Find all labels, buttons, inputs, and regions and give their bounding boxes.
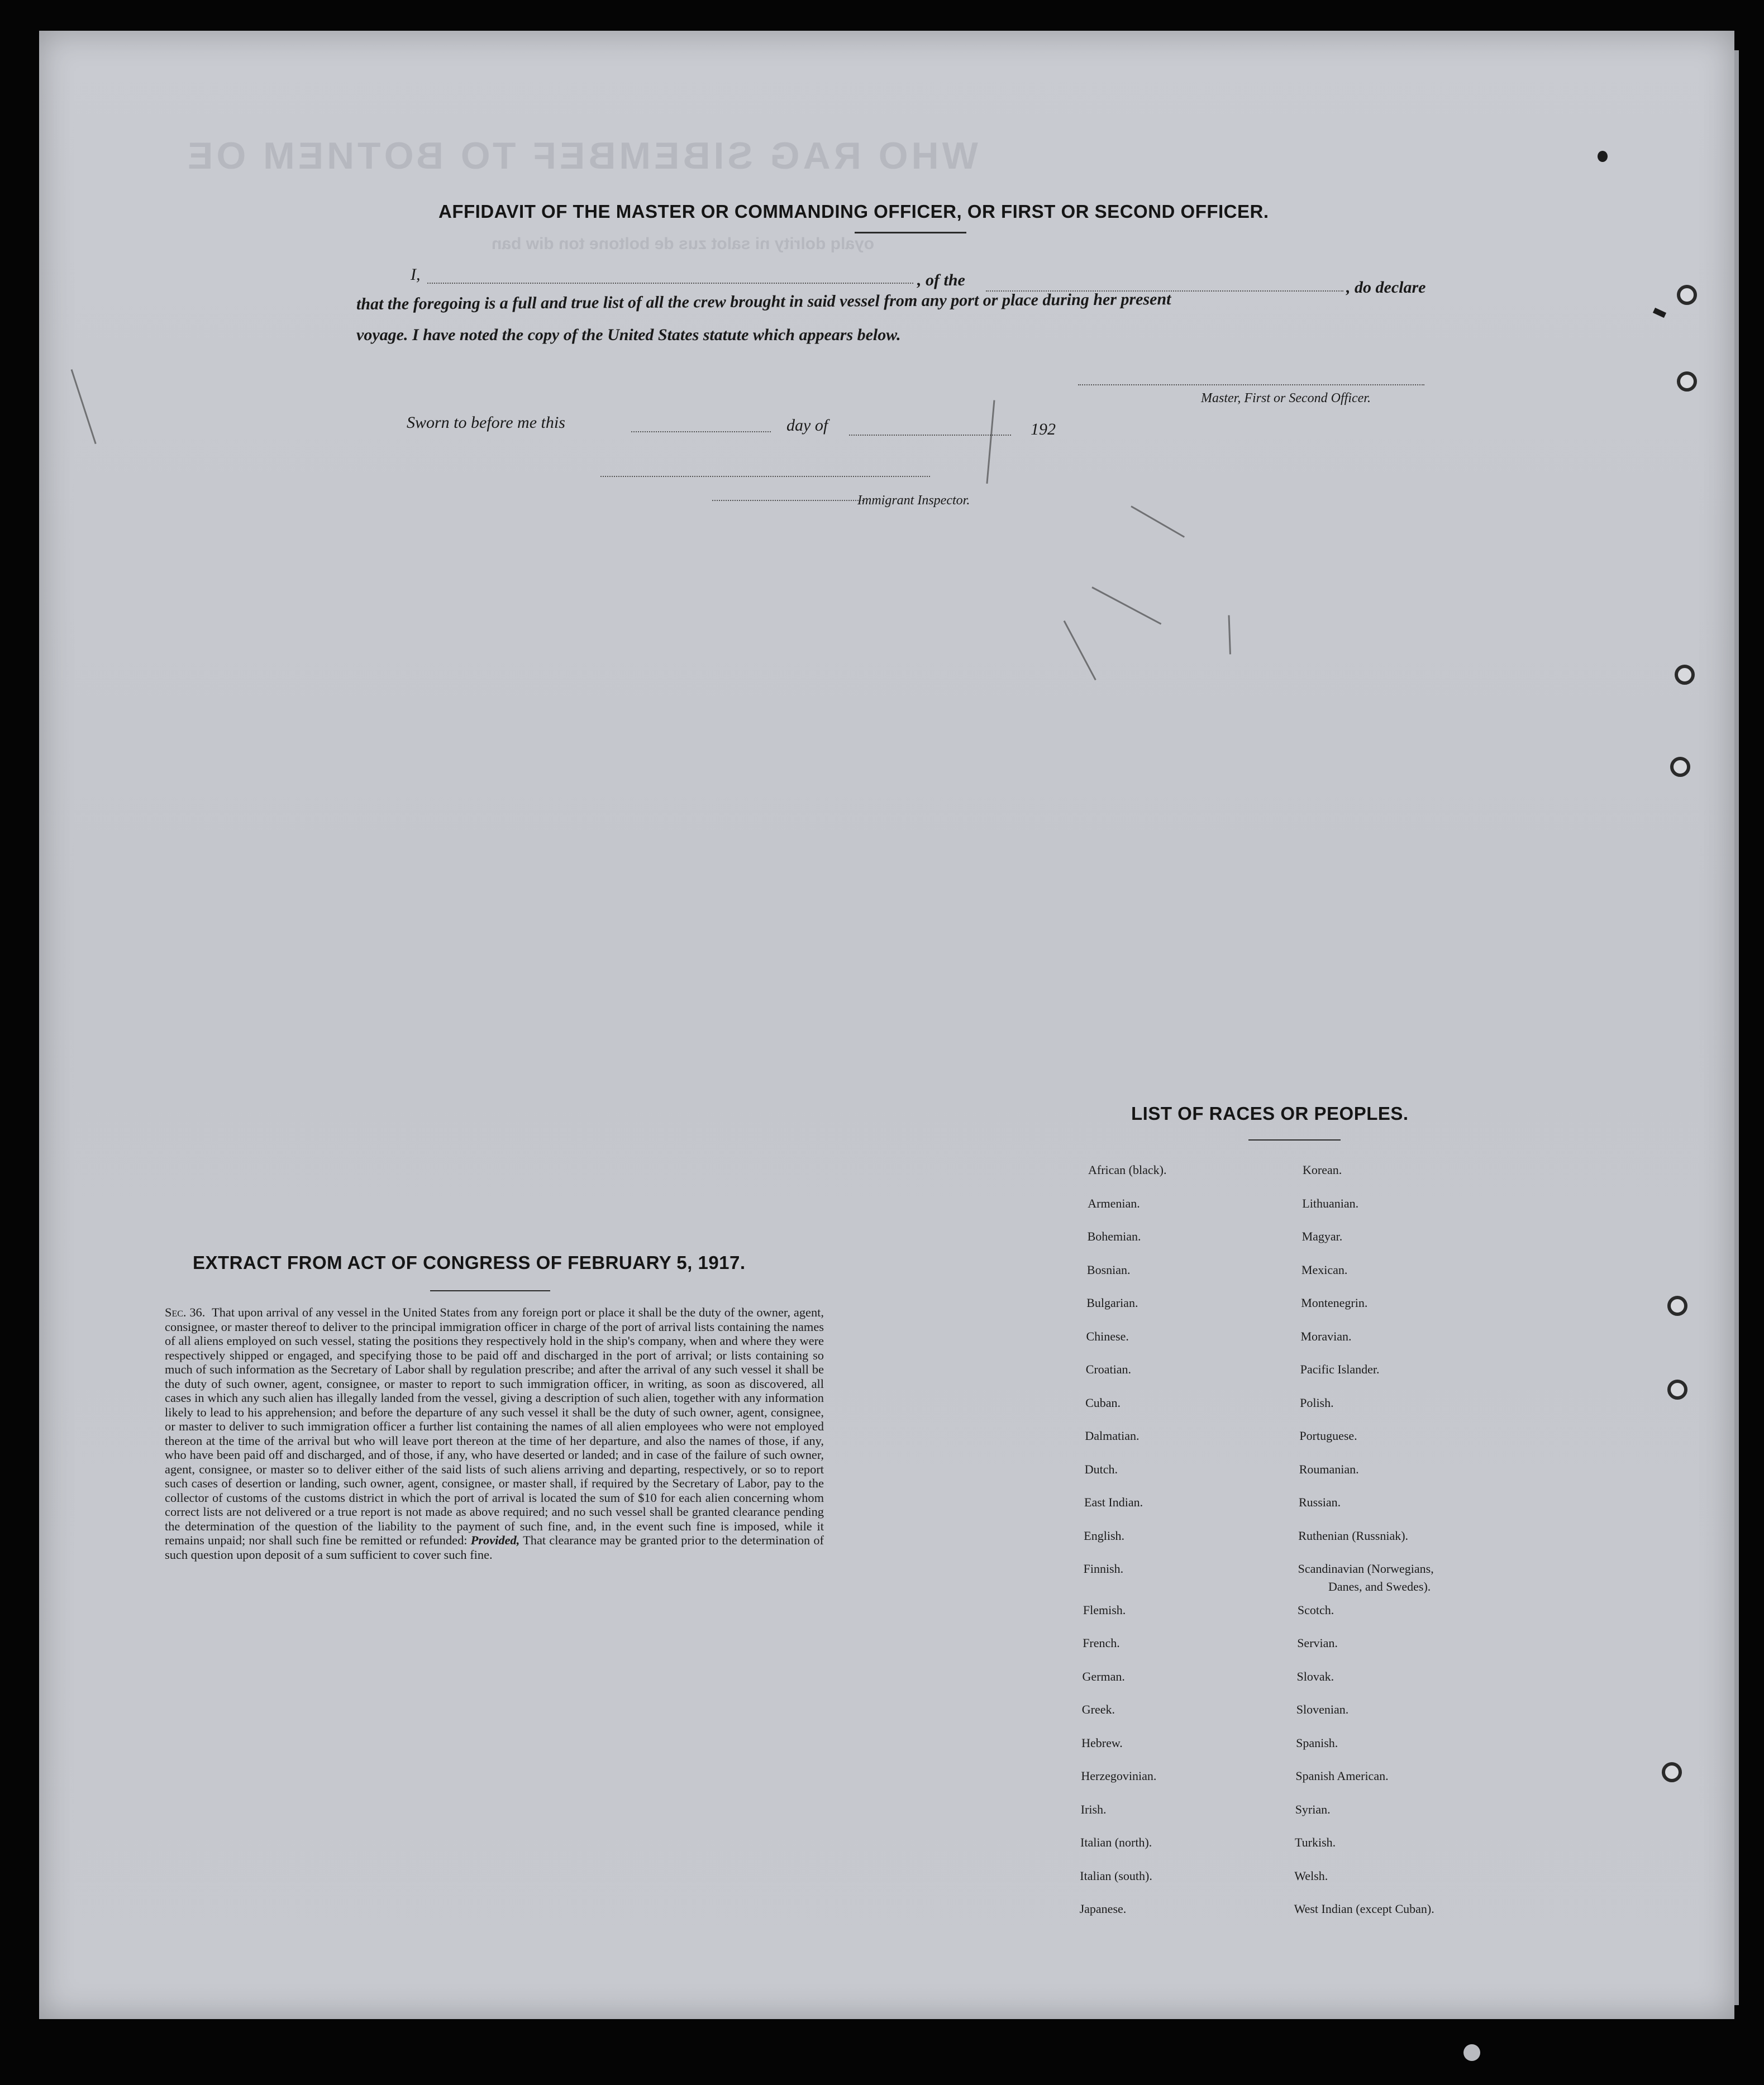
race-item: Mexican. <box>1301 1262 1348 1277</box>
race-item: Finnish. <box>1083 1562 1124 1576</box>
race-item: English. <box>1084 1528 1125 1543</box>
races-title-rule <box>1248 1139 1341 1141</box>
race-item: Scotch. <box>1297 1602 1334 1617</box>
affidavit-of-the: , of the <box>917 271 965 289</box>
race-item: Slovenian. <box>1296 1702 1349 1716</box>
extract-title: EXTRACT FROM ACT OF CONGRESS OF FEBRUARY 5, 1917. <box>193 1252 746 1273</box>
extract-body <box>165 1305 824 1562</box>
race-item: Slovak. <box>1296 1669 1334 1683</box>
binder-hole <box>1667 1380 1687 1400</box>
race-item: Polish. <box>1300 1395 1334 1410</box>
year-label: 192 <box>1031 420 1056 438</box>
affidavit-title-rule <box>855 232 966 233</box>
race-item: Irish. <box>1080 1802 1107 1816</box>
dark-corner <box>1463 2044 1480 2061</box>
race-item: Portuguese. <box>1299 1429 1357 1443</box>
signature-label: Master, First or Second Officer. <box>1201 391 1371 405</box>
name-blank <box>427 283 913 284</box>
race-item: Scandinavian (Norwegians, <box>1298 1562 1434 1576</box>
affidavit-line-2: that the foregoing is a full and true list of all the crew brought in said vessel from any port or place during her present <box>356 290 1171 313</box>
race-continuation: Danes, and Swedes). <box>1328 1580 1431 1593</box>
race-item: Bohemian. <box>1087 1229 1141 1243</box>
race-item: Spanish American. <box>1295 1769 1389 1783</box>
inspector-label: Immigrant Inspector. <box>857 493 970 508</box>
race-item: Bosnian. <box>1086 1262 1131 1277</box>
race-item: Lithuanian. <box>1302 1196 1359 1210</box>
race-item: Montenegrin. <box>1301 1296 1368 1310</box>
race-item: Roumanian. <box>1299 1462 1359 1476</box>
race-item: Turkish. <box>1295 1835 1336 1849</box>
binder-hole <box>1677 371 1697 392</box>
race-item: French. <box>1083 1636 1120 1650</box>
page-edge <box>1734 50 1739 2005</box>
race-item: German. <box>1082 1669 1125 1683</box>
affidavit-title: AFFIDAVIT OF THE MASTER OR COMMANDING OFFICER, OR FIRST OR SECOND OFFICER. <box>438 201 1269 222</box>
day-of-label: day of <box>786 416 828 435</box>
binder-hole <box>1667 1296 1687 1316</box>
binder-hole <box>1677 285 1697 305</box>
race-item: West Indian (except Cuban). <box>1294 1902 1434 1916</box>
race-item: Moravian. <box>1300 1329 1352 1343</box>
extract-provided: Provided, <box>470 1533 520 1547</box>
sworn-month-blank <box>849 435 1011 436</box>
race-item: Greek. <box>1081 1702 1115 1716</box>
race-item: Croatian. <box>1085 1362 1132 1376</box>
ink-spot <box>1598 151 1608 162</box>
race-item: Italian (south). <box>1080 1868 1152 1883</box>
race-item: Flemish. <box>1083 1602 1126 1617</box>
bleed-through-text: WHO RAG SIBEMBEF ТО ВОТИЕМ ОЕ <box>184 135 978 177</box>
race-item: Ruthenian (Russniak). <box>1298 1528 1409 1543</box>
race-item: Hebrew. <box>1081 1735 1123 1750</box>
race-item: Pacific Islander. <box>1300 1362 1380 1376</box>
inspector-sign-blank <box>600 476 930 477</box>
sworn-label: Sworn to before me this <box>407 413 565 432</box>
binder-hole <box>1670 757 1690 777</box>
sworn-day-blank <box>631 431 771 432</box>
extract-section-label: Sec. 36. <box>165 1305 206 1319</box>
race-item: Armenian. <box>1088 1196 1140 1210</box>
race-item: Syrian. <box>1295 1802 1331 1816</box>
race-item: Magyar. <box>1301 1229 1343 1243</box>
race-item: Bulgarian. <box>1086 1296 1138 1310</box>
signature-blank <box>1078 384 1424 385</box>
race-item: Cuban. <box>1085 1395 1121 1410</box>
inspector-blank <box>712 500 863 501</box>
race-item: African (black). <box>1088 1163 1167 1177</box>
affidavit-do-declare: , do declare <box>1346 278 1426 297</box>
race-item: Welsh. <box>1294 1868 1328 1883</box>
race-item: Dutch. <box>1084 1462 1118 1476</box>
race-item: East Indian. <box>1084 1495 1143 1509</box>
race-item: Dalmatian. <box>1085 1429 1140 1443</box>
extract-body-part1: That upon arrival of any vessel in the United States from any foreign port or place it shall be the duty of the owner, agent, consignee, or master thereof to deliver to the principal immigration officer in charge of the port of arrival lists containing the names of all aliens employed on such vessel, stating the positions they respectively hold in the ship's company, when and where they were respectively shipped or engaged, and specifying those to be paid off and discharged in the port of arrival; or lists containing so much of such information as the Secretary of Labor shall by regulation prescribe; and after the arrival of any such vessel it shall be the duty of such owner, agent, consignee, or master to report to such immigration officer, in writing, as soon as discovered, all cases in which any such alien has illegally landed from the vessel, giving a description of such alien, together with any information likely to lead to his apprehension; and before the departure of any such vessel it shall be the duty of such owner, agent, consignee, or master to deliver to such immigration officer a further list containing the names of all alien employees who were not employed thereon at the time of the arrival but who will leave port thereon at the time of her departure, and also the names of those, if any, who have been paid off and discharged, and of those, if any, who have deserted or landed; and in case of the failure of such owner, agent, consignee, or master so to deliver either of the said lists of such aliens arriving and departing, respectively, or so to report such cases of desertion or landing, such owner, agent, consignee, or master shall, if required by the Secretary of Labor, pay to the collector of customs of the customs district in which the port of arrival is located the sum of $10 for each alien concerning whom correct lists are not delivered or a true report is not made as above required; and no such vessel shall be granted clearance pending the determination of the question of the liability to the payment of such fine, and, in the event such fine is imposed, while it remains unpaid; nor shall such fine be remitted or refunded: <box>165 1305 824 1547</box>
race-item: Russian. <box>1299 1495 1341 1509</box>
extract-body-part2: That clearance may be granted prior to the determination of such question upon deposit of a sum sufficient to cover such fine. <box>165 1533 824 1562</box>
affidavit-line-3: voyage. I have noted the copy of the United States statute which appears below. <box>356 326 901 344</box>
affidavit-line-i: I, <box>411 265 421 284</box>
race-item: Italian (north). <box>1080 1835 1152 1849</box>
races-title: LIST OF RACES OR PEOPLES. <box>1131 1103 1409 1124</box>
binder-hole <box>1675 665 1695 685</box>
extract-title-rule <box>430 1290 550 1291</box>
bleed-through-text: oyalq dolrity ni salot zus de boltone ton diw ban <box>492 235 875 253</box>
binder-hole <box>1662 1762 1682 1782</box>
race-item: Spanish. <box>1296 1735 1338 1750</box>
race-item: Servian. <box>1297 1636 1338 1650</box>
race-item: Korean. <box>1303 1163 1342 1177</box>
race-item: Japanese. <box>1079 1902 1127 1916</box>
race-item: Herzegovinian. <box>1081 1769 1157 1783</box>
race-item: Chinese. <box>1086 1329 1129 1343</box>
